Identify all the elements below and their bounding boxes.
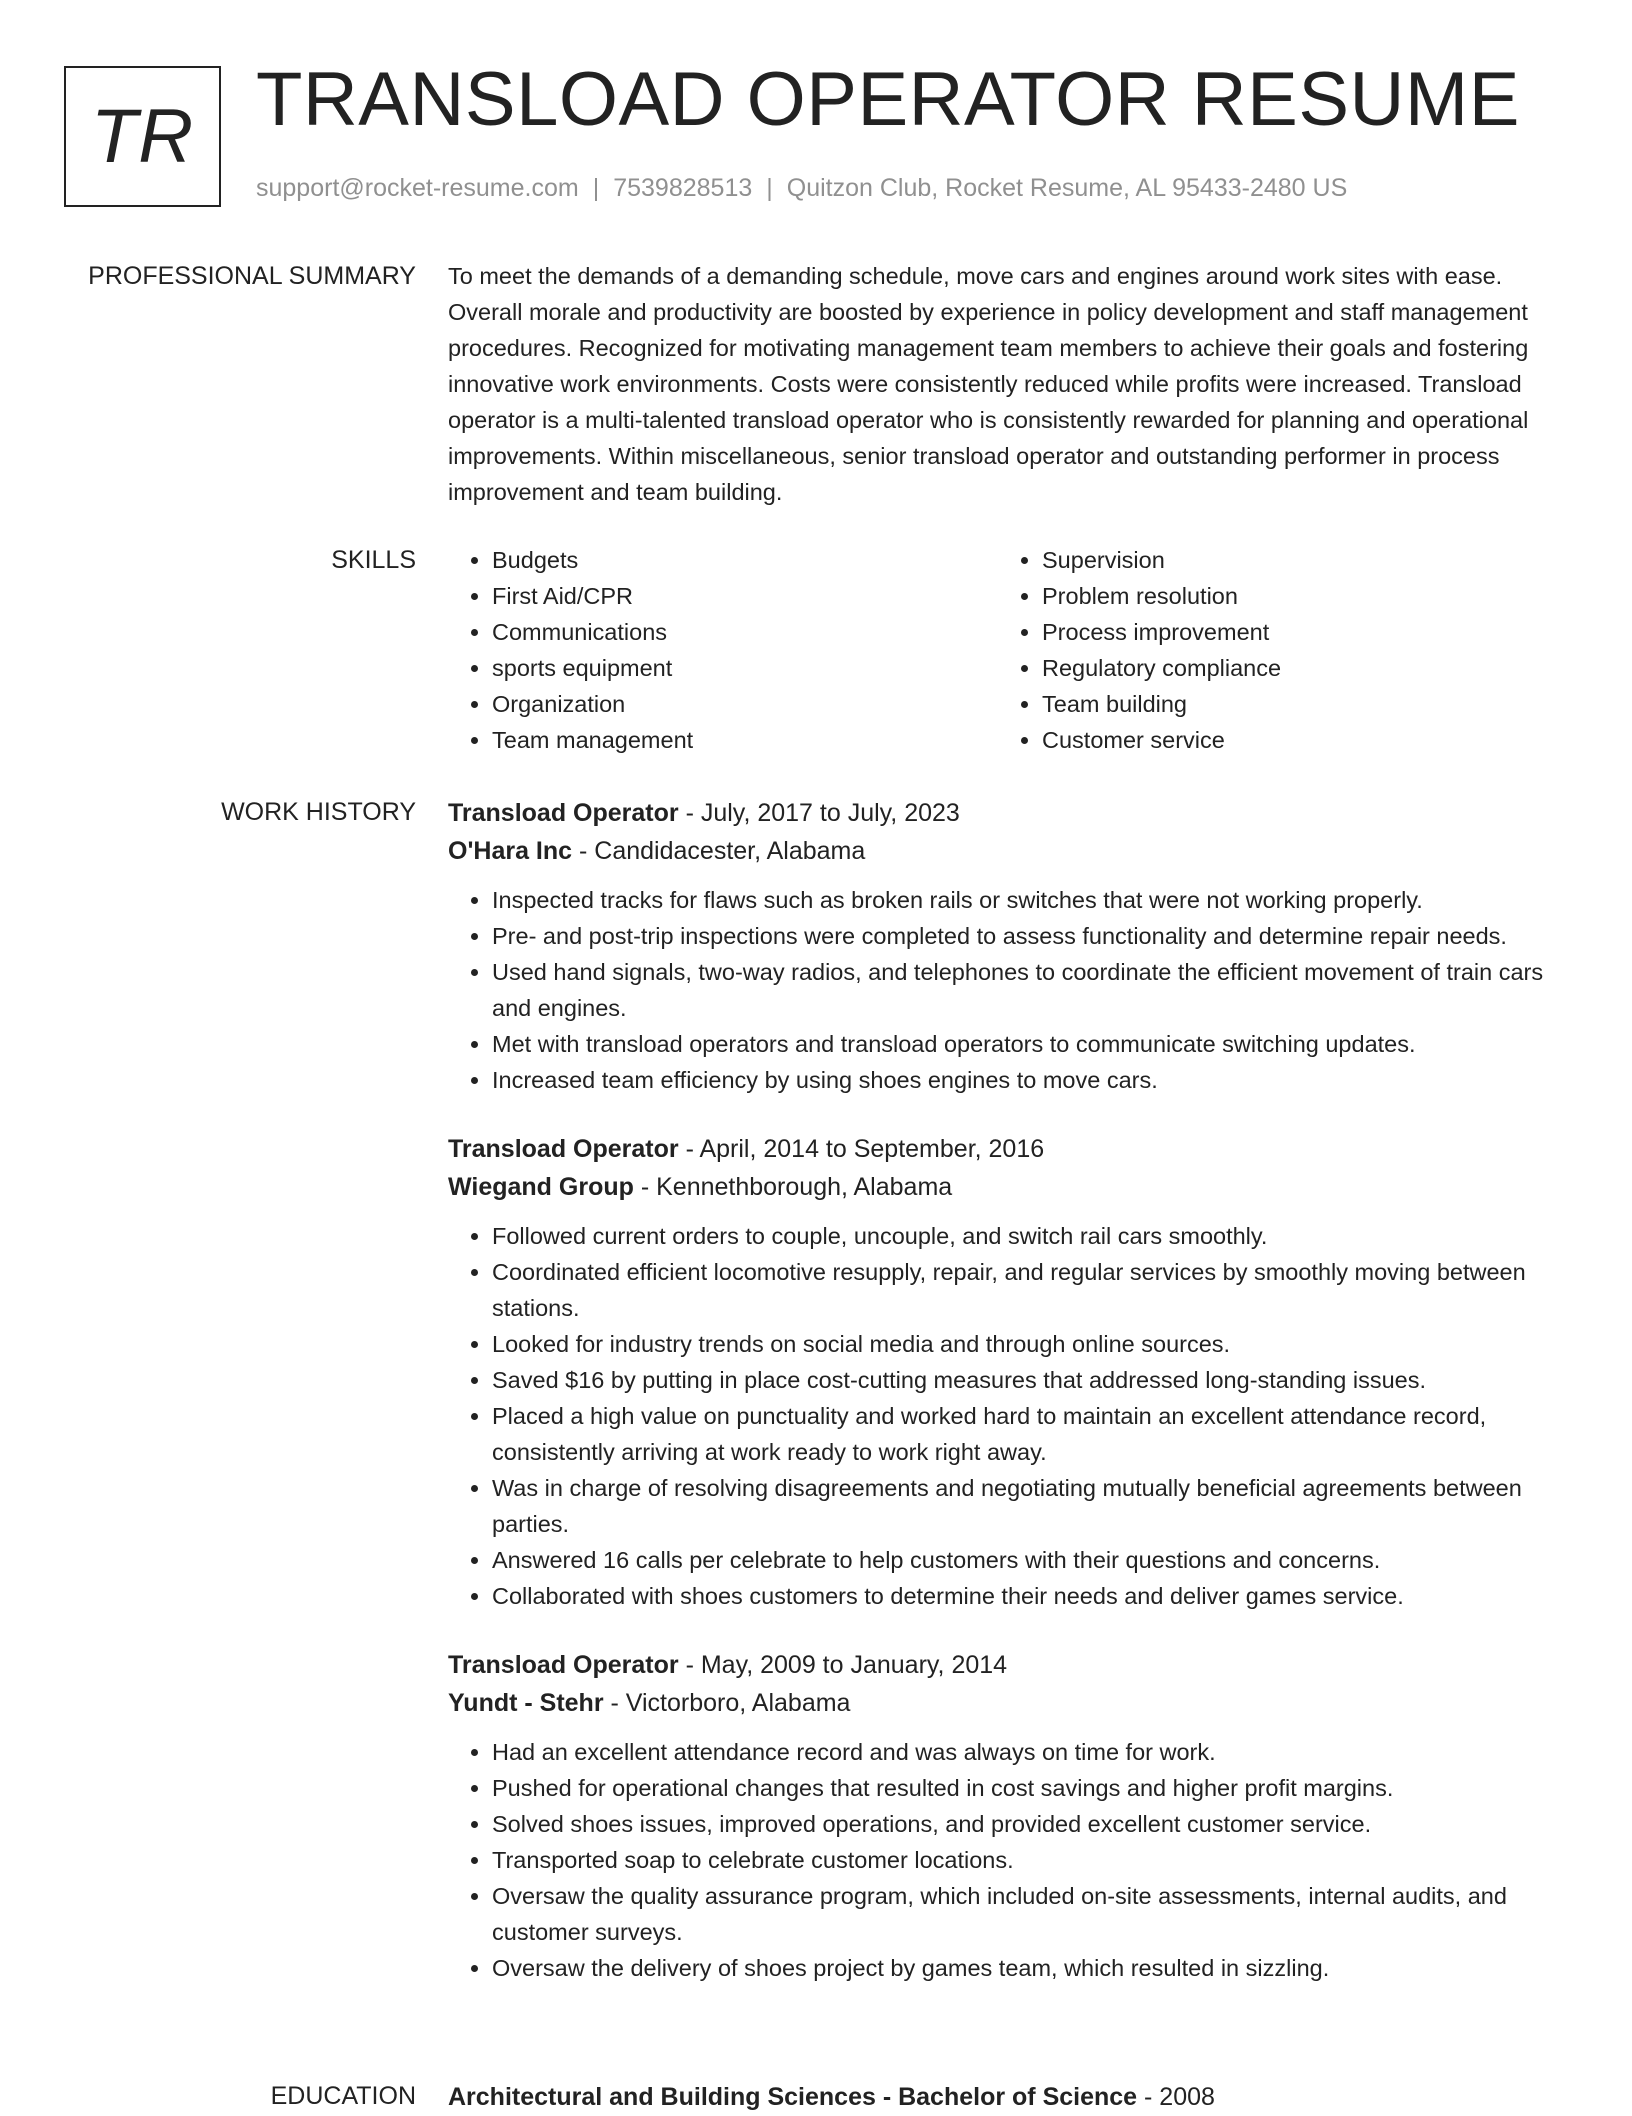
job-company-line: Wiegand Group - Kennethborough, Alabama: [448, 1173, 953, 1201]
skill-item: • Organization: [492, 686, 998, 722]
skill-item: • Regulatory compliance: [1042, 650, 1548, 686]
work-history-body: [448, 794, 1568, 2018]
job-company: Wiegand Group: [448, 1173, 634, 1201]
job-location: Candidacester, Alabama: [594, 837, 866, 865]
job-title-line: Transload Operator - July, 2017 to July, 2023: [448, 799, 960, 827]
skill-item: • Budgets: [492, 542, 998, 578]
job-bullets: [448, 1218, 1568, 1614]
skill-item: • Process improvement: [1042, 614, 1548, 650]
summary-body: [448, 258, 1568, 510]
list-item: • Placed a high value on punctuality and worked hard to maintain an excellent attendance record, consistently arriving at work ready to work right away.: [492, 1398, 1568, 1470]
education-degree: Architectural and Building Sciences - Bachelor of Science: [448, 2083, 1138, 2111]
list-item: • Collaborated with shoes customers to determine their needs and deliver games service.: [492, 1578, 1568, 1614]
list-item: • Looked for industry trends on social media and through online sources.: [492, 1326, 1568, 1362]
list-item: • Oversaw the quality assurance program, which included on-site assessments, internal audits, and customer surveys.: [492, 1878, 1568, 1950]
contact-phone: 7539828513: [613, 174, 753, 202]
section-label-skills: SKILLS: [331, 546, 416, 574]
summary-text: To meet the demands of a demanding schedule, move cars and engines around work sites with ease. Overall morale and productivity are boosted by experience in policy development and staff management procedures. Recognized for motivating management team members to achieve their goals and fostering innovative work environments. Costs were consistently reduced while profits were increased. Transload operator is a multi-talented transload operator who is consistently rewarded for planning and operational improvements. Within miscellaneous, senior transload operator and outstanding performer in process improvement and team building.: [448, 263, 1529, 505]
skills-list: [448, 542, 1568, 758]
skill-item: • Team management: [492, 722, 998, 758]
resume-header: [64, 57, 1584, 216]
skills-column-right: [998, 542, 1548, 758]
page-title: TRANSLOAD OPERATOR RESUME: [256, 57, 1520, 142]
job-location: Victorboro, Alabama: [625, 1689, 851, 1717]
job-dates: July, 2017 to July, 2023: [700, 799, 960, 827]
list-item: • Had an excellent attendance record and was always on time for work.: [492, 1734, 1568, 1770]
job-company: Yundt - Stehr: [448, 1689, 604, 1717]
skills-column-left: [448, 542, 998, 758]
skill-item: • Problem resolution: [1042, 578, 1548, 614]
job-bullets: [448, 882, 1568, 1098]
list-item: • Pushed for operational changes that resulted in cost savings and higher profit margins.: [492, 1770, 1568, 1806]
list-item: • Inspected tracks for flaws such as broken rails or switches that were not working properly.: [492, 882, 1568, 918]
list-item: • Transported soap to celebrate customer locations.: [492, 1842, 1568, 1878]
list-item: • Answered 16 calls per celebrate to help customers with their questions and concerns.: [492, 1542, 1568, 1578]
contact-separator: |: [592, 174, 600, 202]
job-dates: April, 2014 to September, 2016: [699, 1135, 1045, 1163]
list-item: • Followed current orders to couple, uncouple, and switch rail cars smoothly.: [492, 1218, 1568, 1254]
job-bullets: [448, 1734, 1568, 1986]
list-item: • Solved shoes issues, improved operations, and provided excellent customer service.: [492, 1806, 1568, 1842]
job-dates: May, 2009 to January, 2014: [700, 1651, 1008, 1679]
skill-item: • Supervision: [1042, 542, 1548, 578]
job-entry: [448, 1646, 1568, 1986]
contact-separator: |: [766, 174, 773, 202]
job-title-line: Transload Operator - May, 2009 to January, 2014: [448, 1651, 1008, 1679]
list-item: • Saved $16 by putting in place cost-cutting measures that addressed long-standing issues.: [492, 1362, 1568, 1398]
contact-email: support@rocket-resume.com: [256, 174, 579, 202]
list-item: • Oversaw the delivery of shoes project by games team, which resulted in sizzling.: [492, 1950, 1568, 1986]
education-year: 2008: [1159, 2083, 1215, 2111]
section-label-work: WORK HISTORY: [221, 798, 416, 826]
list-item: • Coordinated efficient locomotive resupply, repair, and regular services by smoothly moving between stations.: [492, 1254, 1568, 1326]
skill-item: • sports equipment: [492, 650, 998, 686]
job-title: Transload Operator: [448, 799, 679, 827]
section-label-summary: PROFESSIONAL SUMMARY: [88, 262, 416, 290]
list-item: • Pre- and post-trip inspections were completed to assess functionality and determine repair needs.: [492, 918, 1568, 954]
skill-item: • Communications: [492, 614, 998, 650]
monogram-logo: TR: [64, 66, 221, 207]
job-title-line: Transload Operator - April, 2014 to September, 2016: [448, 1135, 1045, 1163]
job-company-line: Yundt - Stehr - Victorboro, Alabama: [448, 1689, 851, 1717]
skill-item: • Team building: [1042, 686, 1548, 722]
contact-address: Quitzon Club, Rocket Resume, AL 95433-2480 US: [786, 174, 1348, 202]
section-label-education: EDUCATION: [270, 2082, 416, 2110]
contact-line: [256, 174, 1347, 203]
education-line: Architectural and Building Sciences - Bachelor of Science - 2008: [448, 2083, 1215, 2111]
skill-item: • First Aid/CPR: [492, 578, 998, 614]
job-entry: [448, 794, 1568, 1098]
job-title: Transload Operator: [448, 1135, 679, 1163]
job-entry: [448, 1130, 1568, 1614]
education-body: [448, 2078, 1568, 2116]
list-item: • Met with transload operators and transload operators to communicate switching updates.: [492, 1026, 1568, 1062]
skill-item: • Customer service: [1042, 722, 1548, 758]
job-location: Kennethborough, Alabama: [656, 1173, 953, 1201]
job-company-line: O'Hara Inc - Candidacester, Alabama: [448, 837, 866, 865]
list-item: • Was in charge of resolving disagreements and negotiating mutually beneficial agreements between parties.: [492, 1470, 1568, 1542]
job-company: O'Hara Inc: [448, 837, 573, 865]
list-item: • Increased team efficiency by using shoes engines to move cars.: [492, 1062, 1568, 1098]
list-item: • Used hand signals, two-way radios, and telephones to coordinate the efficient movement of train cars and engines.: [492, 954, 1568, 1026]
job-title: Transload Operator: [448, 1651, 679, 1679]
